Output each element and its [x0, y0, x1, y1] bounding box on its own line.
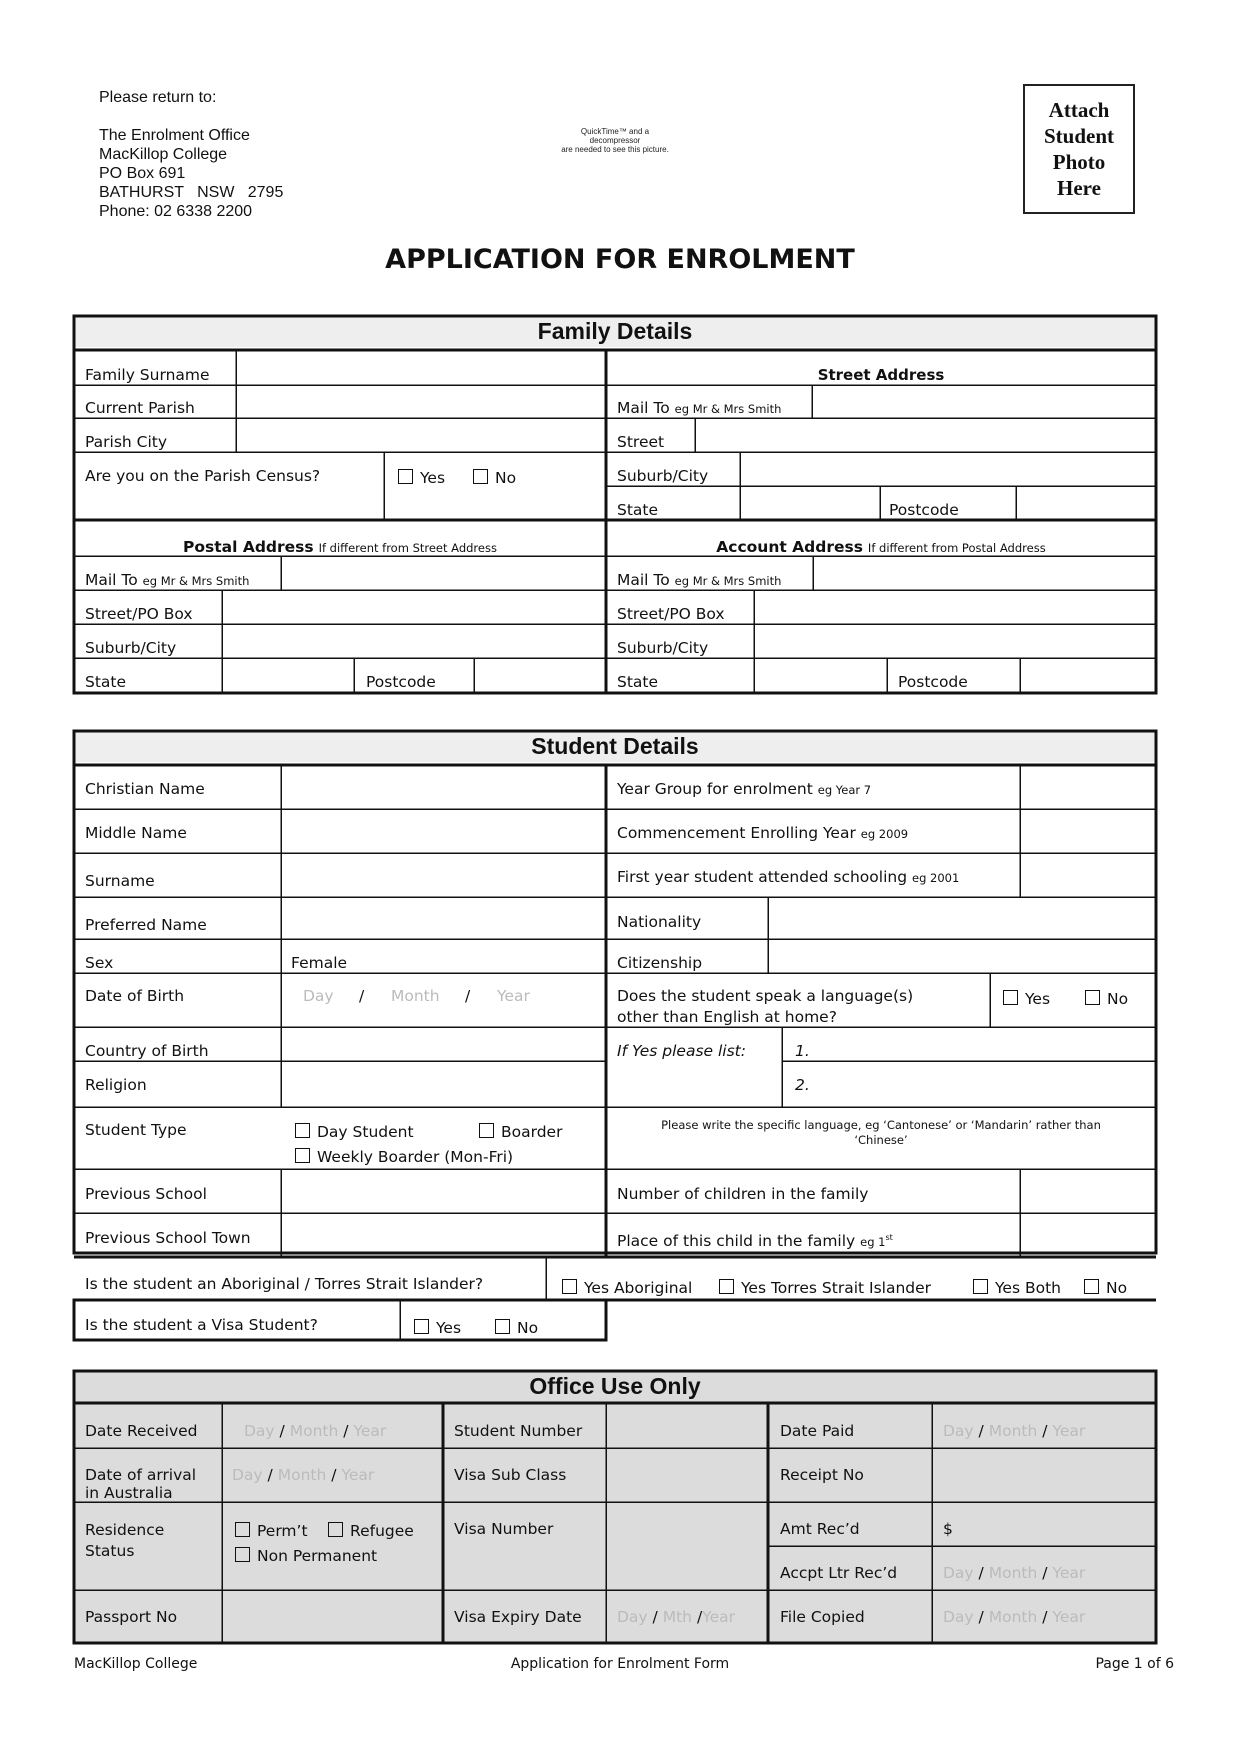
option-label: Yes — [436, 1319, 462, 1337]
date-hint: Year — [1052, 1608, 1086, 1626]
visa-question: Is the student a Visa Student? — [85, 1316, 318, 1334]
date-hint: Year — [1052, 1564, 1086, 1582]
language-question — [617, 987, 913, 1026]
christian-name-field[interactable] — [284, 767, 602, 807]
postal-street-label: Street/PO Box — [85, 605, 193, 623]
postal-postcode-field[interactable] — [477, 660, 602, 691]
option-label: Yes — [420, 469, 446, 487]
first-year-field[interactable] — [1023, 855, 1153, 895]
checkbox[interactable] — [295, 1123, 310, 1138]
date-separator: / — [267, 1466, 273, 1484]
checkbox[interactable] — [235, 1547, 250, 1562]
option-label: Yes Both — [995, 1279, 1061, 1297]
date-hint: Day — [943, 1608, 974, 1626]
commencement-year-field[interactable] — [1023, 811, 1153, 851]
day-student-option[interactable] — [295, 1123, 414, 1141]
checkbox[interactable] — [473, 469, 488, 484]
checkbox[interactable] — [398, 469, 413, 484]
date-separator: / — [978, 1608, 984, 1626]
parish-city-field[interactable] — [240, 420, 602, 450]
checkbox[interactable] — [414, 1319, 429, 1334]
middle-name-label: Middle Name — [85, 824, 187, 842]
date-hint: Day — [244, 1422, 275, 1440]
street-suburb-field[interactable] — [743, 454, 1153, 484]
question-line: Does the student speak a language(s) — [617, 987, 914, 1005]
dob-separator: / — [359, 987, 365, 1005]
date-hint: Month — [988, 1608, 1038, 1626]
street-label: Street — [617, 433, 665, 451]
passport-field[interactable] — [225, 1592, 441, 1640]
postal-address-heading — [74, 538, 606, 557]
date-hint: Month — [277, 1466, 327, 1484]
student-type-label: Student Type — [85, 1121, 187, 1139]
parish-census-no[interactable] — [473, 469, 516, 487]
visa-yes[interactable] — [414, 1319, 461, 1337]
account-street-label: Street/PO Box — [617, 605, 725, 623]
dob-label: Date of Birth — [85, 987, 185, 1005]
account-mail-to-label — [617, 571, 781, 590]
date-hint: Mth — [662, 1608, 692, 1626]
student-number-label: Student Number — [454, 1422, 583, 1440]
date-separator: / — [1042, 1564, 1048, 1582]
footer-left: MacKillop College — [74, 1656, 198, 1672]
dob-year-hint[interactable]: Year — [497, 987, 530, 1005]
file-copied-field[interactable] — [943, 1608, 1085, 1626]
date-paid-label: Date Paid — [780, 1422, 855, 1440]
current-parish-label: Current Parish — [85, 399, 195, 417]
checkbox[interactable] — [328, 1522, 343, 1537]
previous-school-field[interactable] — [284, 1171, 602, 1211]
label-hint: eg Mr & Mrs Smith — [142, 574, 250, 588]
return-line: The Enrolment Office — [99, 127, 250, 144]
option-label: Yes — [1025, 990, 1051, 1008]
photo-line: Attach — [1048, 98, 1110, 122]
option-label: Weekly Boarder (Mon-Fri) — [317, 1148, 514, 1166]
option-label: No — [517, 1319, 539, 1337]
street-state-label: State — [617, 501, 659, 519]
option-label: Non Permanent — [257, 1547, 378, 1565]
postal-suburb-field[interactable] — [225, 626, 602, 656]
label-text: Mail To — [617, 571, 670, 589]
option-label: Refugee — [350, 1522, 414, 1540]
placeholder-line: QuickTime™ and a — [580, 127, 650, 136]
account-mail-to-field[interactable] — [816, 558, 1153, 588]
label-line: Date of arrival — [85, 1466, 197, 1484]
date-separator: / — [978, 1564, 984, 1582]
page-title: APPLICATION FOR ENROLMENT — [385, 244, 855, 275]
heading-text: Postal Address — [183, 538, 314, 556]
date-separator: / — [1042, 1422, 1048, 1440]
citizenship-field[interactable] — [771, 941, 1153, 971]
dob-day-hint[interactable]: Day — [303, 987, 334, 1005]
note-line: Please write the specific language, eg ‘Cantonese’ or ‘Mandarin’ rather than — [661, 1118, 1101, 1132]
country-of-birth-field[interactable] — [284, 1029, 602, 1059]
footer-center: Application for Enrolment Form — [510, 1656, 730, 1672]
previous-school-town-field[interactable] — [284, 1215, 602, 1255]
label-text: Mail To — [85, 571, 138, 589]
street-field[interactable] — [698, 420, 1153, 450]
middle-name-field[interactable] — [284, 811, 602, 851]
label-line: in Australia — [85, 1484, 173, 1502]
aboriginal-question: Is the student an Aboriginal / Torres Strait Islander? — [85, 1275, 484, 1293]
if-yes-label: If Yes please list: — [617, 1042, 746, 1060]
country-of-birth-label: Country of Birth — [85, 1042, 209, 1060]
account-suburb-field[interactable] — [757, 626, 1153, 656]
placeholder-line: are needed to see this picture. — [561, 145, 669, 154]
postal-mail-to-label — [85, 571, 249, 590]
visa-number-field[interactable] — [609, 1504, 766, 1588]
checkbox[interactable] — [973, 1279, 988, 1294]
street-mail-to-field[interactable] — [815, 387, 1153, 416]
file-copied-label: File Copied — [780, 1608, 865, 1626]
heading-hint: If different from Street Address — [318, 541, 497, 555]
date-separator: / — [978, 1422, 984, 1440]
account-state-field[interactable] — [757, 660, 885, 691]
street-suburb-label: Suburb/City — [617, 467, 709, 485]
aboriginal-no[interactable] — [1084, 1279, 1127, 1297]
visa-sub-class-label: Visa Sub Class — [454, 1466, 567, 1484]
checkbox[interactable] — [1003, 990, 1018, 1005]
postal-postcode-label: Postcode — [366, 673, 436, 691]
preferred-name-field[interactable] — [284, 899, 602, 937]
religion-label: Religion — [85, 1076, 147, 1094]
checkbox[interactable] — [479, 1123, 494, 1138]
residence-status-label — [85, 1520, 164, 1562]
date-paid-field[interactable] — [943, 1422, 1085, 1440]
date-hint: Year — [341, 1466, 375, 1484]
checkbox[interactable] — [235, 1522, 250, 1537]
label-hint-sup: st — [885, 1233, 893, 1242]
label-text: Year Group for enrolment — [617, 780, 813, 798]
heading-hint: If different from Postal Address — [867, 541, 1046, 555]
visa-sub-class-field[interactable] — [609, 1450, 766, 1500]
current-parish-field[interactable] — [240, 387, 602, 416]
account-suburb-label: Suburb/City — [617, 639, 709, 657]
language-list-1[interactable]: 1. — [795, 1042, 810, 1060]
commencement-year-label — [617, 824, 908, 843]
date-separator: / — [1042, 1608, 1048, 1626]
receipt-no-field[interactable] — [935, 1450, 1153, 1500]
num-children-field[interactable] — [1023, 1171, 1153, 1211]
label-line: Residence — [85, 1521, 165, 1539]
surname-field[interactable] — [284, 855, 602, 895]
date-hint: Day — [943, 1564, 974, 1582]
date-hint: Day — [617, 1608, 648, 1626]
parish-census-label: Are you on the Parish Census? — [85, 467, 321, 485]
checkbox[interactable] — [1084, 1279, 1099, 1294]
christian-name-label: Christian Name — [85, 780, 205, 798]
residence-non-permanent-option[interactable] — [235, 1547, 377, 1565]
date-separator: / — [696, 1608, 703, 1626]
visa-expiry-label: Visa Expiry Date — [454, 1608, 582, 1626]
option-label: Day Student — [317, 1123, 414, 1141]
date-hint: Month — [988, 1564, 1038, 1582]
postal-mail-to-field[interactable] — [284, 558, 602, 588]
citizenship-label: Citizenship — [617, 954, 703, 972]
accpt-ltr-label: Accpt Ltr Rec’d — [780, 1564, 898, 1582]
amt-recd-label: Amt Rec’d — [780, 1520, 860, 1538]
nationality-field[interactable] — [771, 899, 1153, 937]
previous-school-label: Previous School — [85, 1185, 207, 1203]
placeholder-line: decompressor — [589, 136, 641, 145]
first-year-label — [617, 868, 959, 887]
photo-line: Here — [1057, 176, 1101, 200]
student-number-field[interactable] — [609, 1405, 766, 1446]
date-hint: Month — [289, 1422, 339, 1440]
label-line: Status — [85, 1542, 135, 1560]
student-details-heading: Student Details — [531, 733, 699, 759]
return-line: Phone: 02 6338 2200 — [99, 203, 253, 220]
label-text: First year student attended schooling — [617, 868, 908, 886]
language-note — [606, 1118, 1156, 1148]
date-hint: Day — [232, 1466, 263, 1484]
label-hint: eg Mr & Mrs Smith — [674, 402, 782, 416]
account-street-field[interactable] — [757, 592, 1153, 622]
place-child-label — [617, 1229, 893, 1251]
amt-recd-field[interactable]: $ — [943, 1520, 953, 1538]
visa-expiry-field[interactable] — [617, 1608, 735, 1626]
checkbox[interactable] — [562, 1279, 577, 1294]
surname-label: Surname — [85, 872, 155, 890]
option-label: No — [1106, 1279, 1128, 1297]
checkbox[interactable] — [295, 1148, 310, 1163]
family-surname-label: Family Surname — [85, 366, 210, 384]
date-arrival-label — [85, 1466, 196, 1502]
passport-label: Passport No — [85, 1608, 178, 1626]
date-hint: Year — [353, 1422, 387, 1440]
street-address-heading: Street Address — [817, 366, 945, 384]
label-text: Mail To — [617, 399, 670, 417]
postal-street-field[interactable] — [225, 592, 602, 622]
return-line: PO Box 691 — [99, 165, 186, 182]
office-use-heading: Office Use Only — [529, 1373, 701, 1399]
boarder-option[interactable] — [479, 1123, 562, 1141]
street-postcode-label: Postcode — [889, 501, 959, 519]
date-separator: / — [331, 1466, 337, 1484]
label-hint: eg 2009 — [860, 827, 909, 841]
aboriginal-yes-tsi[interactable] — [719, 1279, 931, 1297]
date-hint: Day — [943, 1422, 974, 1440]
visa-number-label: Visa Number — [454, 1520, 554, 1538]
parish-census-yes[interactable] — [398, 469, 445, 487]
dob-month-hint[interactable]: Month — [391, 987, 440, 1005]
label-hint: eg Year 7 — [817, 783, 872, 797]
family-details-heading: Family Details — [537, 318, 693, 344]
parish-city-label: Parish City — [85, 433, 168, 451]
photo-line: Photo — [1052, 150, 1106, 174]
date-hint: Year — [1052, 1422, 1086, 1440]
label-hint: eg Mr & Mrs Smith — [674, 574, 782, 588]
postal-state-label: State — [85, 673, 127, 691]
option-label: Yes Torres Strait Islander — [741, 1279, 932, 1297]
street-postcode-field[interactable] — [1019, 488, 1153, 518]
label-text: Place of this child in the family — [617, 1232, 856, 1251]
account-state-label: State — [617, 673, 659, 691]
checkbox[interactable] — [1085, 990, 1100, 1005]
account-address-heading — [606, 538, 1156, 557]
nationality-label: Nationality — [617, 913, 702, 931]
aboriginal-yes-aboriginal[interactable] — [562, 1279, 692, 1297]
sex-value[interactable]: Female — [291, 954, 348, 972]
date-separator: / — [652, 1608, 658, 1626]
previous-school-town-label: Previous School Town — [85, 1229, 251, 1247]
photo-line: Student — [1043, 124, 1115, 148]
year-group-field[interactable] — [1023, 767, 1153, 807]
family-surname-field[interactable] — [240, 352, 602, 383]
language-no[interactable] — [1085, 990, 1128, 1008]
question-line: other than English at home? — [617, 1008, 837, 1026]
street-mail-to-label — [617, 399, 781, 418]
residence-refugee-option[interactable] — [328, 1522, 414, 1540]
label-text: Commencement Enrolling Year — [617, 824, 856, 842]
num-children-label: Number of children in the family — [617, 1185, 869, 1203]
religion-field[interactable] — [284, 1063, 602, 1105]
residence-perm-option[interactable] — [235, 1522, 308, 1540]
preferred-name-label: Preferred Name — [85, 916, 207, 934]
option-label: Yes Aboriginal — [584, 1279, 693, 1297]
date-hint: Year — [702, 1608, 735, 1626]
account-postcode-label: Postcode — [898, 673, 968, 691]
language-yes[interactable] — [1003, 990, 1050, 1008]
label-hint: eg 2001 — [912, 871, 960, 885]
account-postcode-field[interactable] — [1023, 660, 1153, 691]
language-list-2[interactable]: 2. — [795, 1076, 810, 1094]
return-line: MacKillop College — [99, 146, 228, 163]
sex-label: Sex — [85, 954, 114, 972]
option-label: No — [495, 469, 517, 487]
date-separator: / — [279, 1422, 285, 1440]
street-state-field[interactable] — [743, 488, 878, 518]
return-line: Please return to: — [99, 89, 217, 106]
weekly-boarder-option[interactable] — [295, 1148, 513, 1166]
option-label: Boarder — [501, 1123, 563, 1141]
postal-state-field[interactable] — [225, 660, 352, 691]
option-label: Perm’t — [257, 1522, 308, 1540]
note-line: ‘Chinese’ — [854, 1133, 908, 1147]
heading-text: Account Address — [716, 538, 863, 556]
date-arrival-field[interactable] — [232, 1466, 374, 1484]
receipt-no-label: Receipt No — [780, 1466, 864, 1484]
date-received-label: Date Received — [85, 1422, 198, 1440]
visa-no[interactable] — [495, 1319, 538, 1337]
year-group-label — [617, 780, 871, 799]
label-hint: eg 1 — [860, 1235, 886, 1250]
date-separator: / — [343, 1422, 349, 1440]
option-label: No — [1107, 990, 1129, 1008]
place-child-field[interactable] — [1023, 1215, 1153, 1255]
date-hint: Month — [988, 1422, 1038, 1440]
postal-suburb-label: Suburb/City — [85, 639, 177, 657]
date-received-field[interactable] — [244, 1422, 386, 1440]
dob-separator: / — [465, 987, 471, 1005]
footer-page-number: Page 1 of 6 — [1095, 1656, 1174, 1672]
accpt-ltr-field[interactable] — [943, 1564, 1085, 1582]
checkbox[interactable] — [495, 1319, 510, 1334]
aboriginal-yes-both[interactable] — [973, 1279, 1061, 1297]
return-line: BATHURST NSW 2795 — [99, 184, 284, 201]
checkbox[interactable] — [719, 1279, 734, 1294]
